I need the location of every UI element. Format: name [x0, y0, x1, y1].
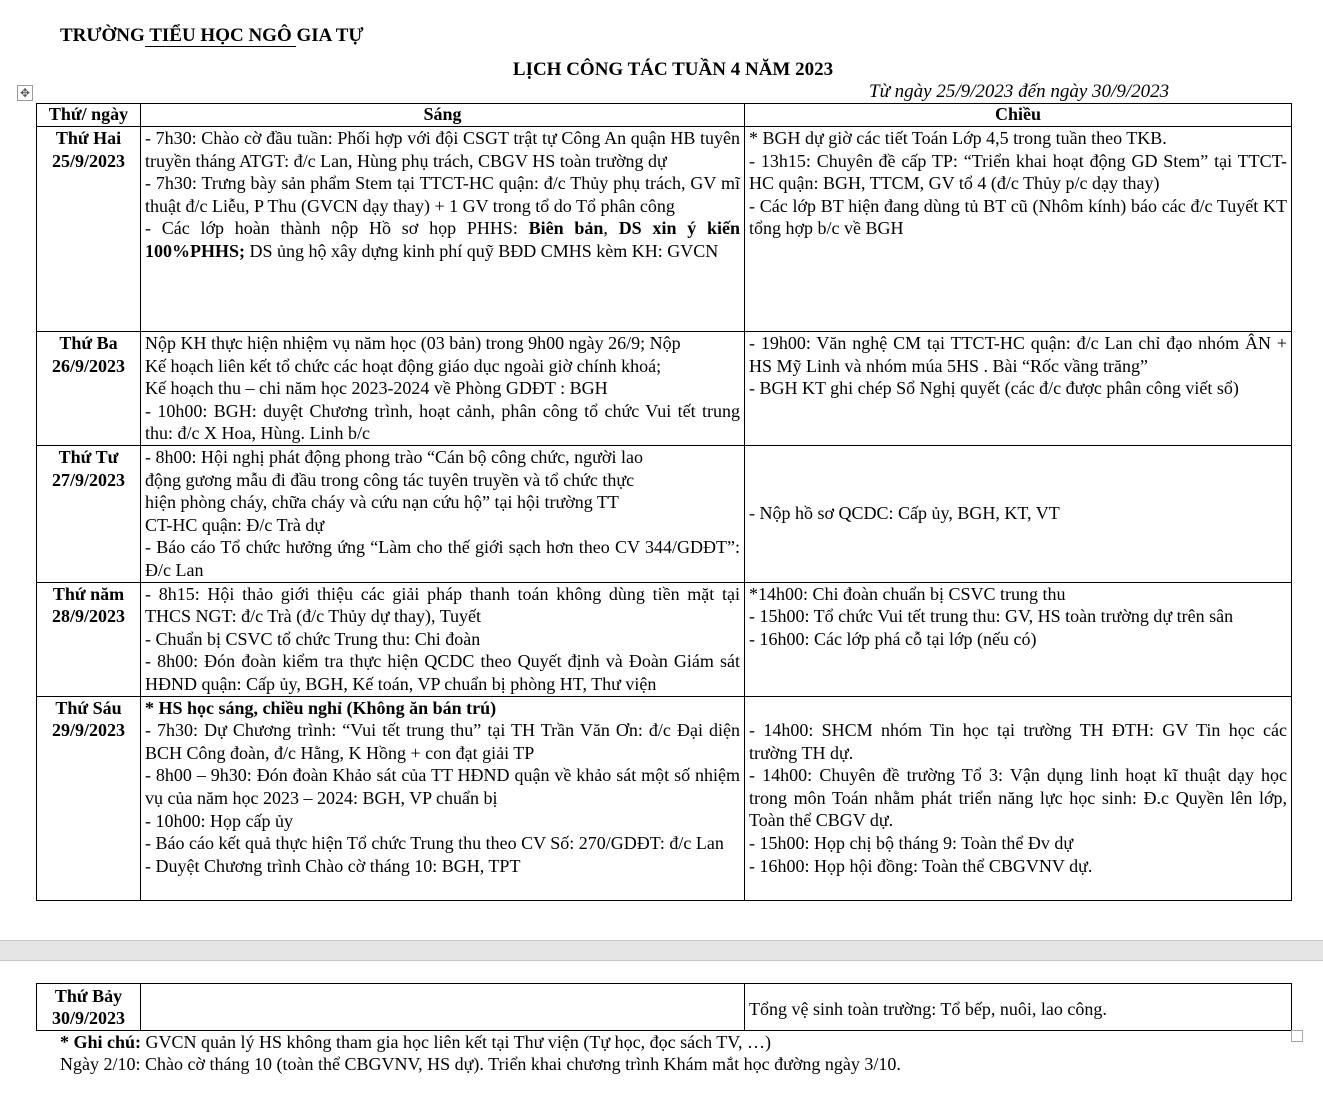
schedule-item: - 8h00 – 9h30: Đón đoàn Khảo sát của TT HĐND quận về khảo sát một số nhiệm vụ của năm học 2023 – 2024: BGH, VP chuẩn bị — [145, 765, 740, 808]
day-name: Thứ Bảy — [54, 986, 123, 1006]
afternoon-cell[interactable] — [745, 582, 1292, 696]
table-header-row — [37, 104, 1292, 127]
day-date: 25/9/2023 — [51, 150, 125, 171]
schedule-item: - Báo cáo kết quả thực hiện Tổ chức Trung thu theo CV Số: 270/GDĐT: đ/c Lan — [145, 833, 724, 854]
move-arrows-icon[interactable]: ✥ — [17, 85, 33, 101]
item-bold-text: DS xin ý kiến 100%PHHS; — [145, 218, 740, 261]
note-line-1 — [60, 1031, 771, 1053]
day-cell — [37, 582, 141, 696]
schedule-item: - 13h15: Chuyên đề cấp TP: “Triển khai hoạt động GD Stem” tại TTCT-HC quận: BGH, TTCM, GV tổ 4 (đ/c Thủy p/c dạy thay) — [749, 150, 1287, 194]
schedule-item: - 16h00: Các lớp phá cỗ tại lớp (nếu có) — [749, 628, 1037, 649]
schedule-item: CT-HC quận: Đ/c Trà dự — [145, 514, 325, 535]
morning-cell[interactable] — [141, 984, 745, 1031]
schedule-item: - BGH KT ghi chép Sổ Nghị quyết (các đ/c được phân công viết sổ) — [749, 378, 1239, 399]
schedule-item: - 10h00: BGH: duyệt Chương trình, hoạt cảnh, phân công tổ chức Vui tết trung thu: đ/c X Hoa, Hùng. Linh b/c — [145, 400, 740, 444]
day-date: 27/9/2023 — [51, 469, 125, 490]
morning-cell[interactable] — [141, 582, 745, 696]
column-header-day: Thứ/ ngày — [37, 104, 141, 127]
schedule-item: - Báo cáo Tổ chức hưởng ứng “Làm cho thế giới sạch hơn theo CV 344/GDĐT”: Đ/c Lan — [145, 537, 740, 580]
paragraph-end-marker-icon — [1291, 1030, 1303, 1042]
schedule-item: - 15h00: Họp chị bộ tháng 9: Toàn thể Đv dự — [749, 832, 1074, 853]
table-row — [37, 446, 1292, 583]
day-date: 26/9/2023 — [51, 355, 125, 376]
morning-cell[interactable] — [141, 332, 745, 446]
day-name: Thứ Tư — [58, 447, 119, 467]
afternoon-cell[interactable] — [745, 446, 1292, 583]
schedule-item: - 8h15: Hội thảo giới thiệu các giải pháp thanh toán không dùng tiền mặt tại THCS NGT: đ/c Trà (đ/c Thủy dự thay), Tuyết — [145, 583, 740, 627]
morning-cell[interactable] — [141, 127, 745, 332]
item-text: , — [603, 218, 619, 239]
schedule-item: - 7h30: Trưng bày sản phẩm Stem tại TTCT-HC quận: đ/c Thủy phụ trách, GV mĩ thuật đ/c Liễu, P Thu (GVCN dạy thay) + 1 GV trong tổ do Tổ phân công — [145, 173, 740, 216]
document-title: LỊCH CÔNG TÁC TUẦN 4 NĂM 2023 — [512, 59, 834, 80]
schedule-item: Nộp KH thực hiện nhiệm vụ năm học (03 bản) trong 9h00 ngày 26/9; Nộp — [145, 333, 681, 353]
day-cell — [37, 332, 141, 446]
schedule-item: - 8h00: Đón đoàn kiểm tra thực hiện QCDC theo Quyết định và Đoàn Giám sát HĐND quận: Cấp ủy, BGH, Kế toán, VP chuẩn bị phòng HT, Thư viện — [145, 651, 740, 694]
schedule-item: - 7h30: Dự Chương trình: “Vui tết trung thu” tại TH Trần Văn Ơn: đ/c Đại diện BCH Công đoàn, đ/c Hằng, K Hồng + con đạt giải TP — [145, 720, 740, 763]
school-suffix: GIA TỰ — [296, 25, 364, 46]
day-cell — [37, 127, 141, 332]
item-text: DS ủng hộ xây dựng kinh phí quỹ BĐD CMHS kèm KH: GVCN — [245, 240, 719, 261]
day-date: 28/9/2023 — [51, 606, 125, 627]
note-text: GVCN quản lý HS không tham gia học liên kết tại Thư viện (Tự học, đọc sách TV, …) — [141, 1032, 771, 1052]
column-header-morning: Sáng — [141, 104, 745, 127]
schedule-item: - 14h00: SHCM nhóm Tin học tại trường TH ĐTH: GV Tin học các trường TH dự. — [749, 719, 1287, 763]
schedule-item: - Chuẩn bị CSVC tổ chức Trung thu: Chi đoàn — [145, 628, 481, 649]
note-line-2: Ngày 2/10: Chào cờ tháng 10 (toàn thể CBGVNV, HS dự). Triển khai chương trình Khám mắt học đường ngày 3/10. — [60, 1054, 901, 1074]
item-bold-text: Biên bản — [528, 218, 604, 239]
afternoon-cell[interactable] — [745, 696, 1292, 900]
saturday-table — [36, 983, 1292, 1031]
schedule-item: - 8h00: Hội nghị phát động phong trào “Cán bộ công chức, người lao — [145, 447, 643, 467]
schedule-item — [145, 217, 740, 262]
schedule-table — [36, 103, 1292, 901]
afternoon-cell[interactable] — [745, 332, 1292, 446]
schedule-item: * BGH dự giờ các tiết Toán Lớp 4,5 trong tuần theo TKB. — [749, 128, 1167, 148]
school-prefix: TRƯỜNG — [60, 25, 145, 46]
column-header-afternoon: Chiều — [745, 104, 1292, 127]
table-row — [37, 984, 1292, 1031]
schedule-item: - 14h00: Chuyên đề trường Tổ 3: Vận dụng linh hoạt kĩ thuật dạy học trong môn Toán nhằm phát triển năng lực học sinh: Đ.c Quyền lên lớp, Toàn thể CBGV dự. — [749, 765, 1287, 831]
table-row — [37, 127, 1292, 332]
schedule-item-bold: * HS học sáng, chiều nghỉ (Không ăn bán trú) — [145, 697, 497, 718]
day-cell — [37, 446, 141, 583]
table-row — [37, 582, 1292, 696]
page-break-separator — [0, 940, 1323, 961]
schedule-item: - Các lớp BT hiện đang dùng tủ BT cũ (Nhôm kính) báo các đ/c Tuyết KT tổng hợp b/c về BGH — [749, 195, 1287, 239]
schedule-item: - 15h00: Tổ chức Vui tết trung thu: GV, HS toàn trường dự trên sân — [749, 606, 1234, 627]
item-text: - Các lớp hoàn thành nộp Hồ sơ họp PHHS: — [145, 218, 529, 239]
schedule-item: - 7h30: Chào cờ đầu tuần: Phối hợp với đội CSGT trật tự Công An quận HB tuyên truyền tháng ATGT: đ/c Lan, Hùng phụ trách, CBGV HS toàn trường dự — [145, 128, 740, 171]
schedule-item: *14h00: Chi đoàn chuẩn bị CSVC trung thu — [749, 583, 1066, 604]
table-row — [37, 332, 1292, 446]
schedule-item: Kế hoạch thu – chi năm học 2023-2024 về Phòng GDĐT : BGH — [145, 378, 608, 399]
schedule-item: - 19h00: Văn nghệ CM tại TTCT-HC quận: đ/c Lan chỉ đạo nhóm ÂN + HS Mỹ Linh và nhóm múa 5HS . Bài “Rốc vầng trăng” — [749, 333, 1287, 376]
schedule-item: Kế hoạch liên kết tổ chức các hoạt động giáo dục ngoài giờ chính khoá; — [145, 355, 662, 376]
afternoon-cell[interactable]: Tổng vệ sinh toàn trường: Tổ bếp, nuôi, lao công. — [745, 984, 1292, 1031]
afternoon-cell[interactable] — [745, 127, 1292, 332]
day-date: 29/9/2023 — [51, 720, 125, 741]
note-label: * Ghi chú: — [60, 1032, 142, 1052]
schedule-item: - 16h00: Họp hội đồng: Toàn thể CBGVNV dự. — [749, 855, 1093, 876]
day-cell — [37, 984, 141, 1031]
morning-cell[interactable] — [141, 696, 745, 900]
morning-cell[interactable] — [141, 446, 745, 583]
table-row — [37, 696, 1292, 900]
date-range: Từ ngày 25/9/2023 đến ngày 30/9/2023 — [869, 81, 1170, 102]
day-name: Thứ Hai — [55, 128, 122, 148]
schedule-item: động gương mẫu đi đầu trong công tác tuyên truyền và tổ chức thực — [145, 469, 635, 490]
day-name: Thứ Ba — [59, 333, 118, 353]
day-date: 30/9/2023 — [51, 1008, 125, 1028]
day-name: Thứ năm — [52, 583, 125, 604]
schedule-item: - 10h00: Họp cấp ủy — [145, 810, 293, 831]
schedule-item: hiện phòng cháy, chữa cháy và cứu nạn cứu hộ” tại hội trường TT — [145, 492, 619, 513]
schedule-item: - Nộp hồ sơ QCDC: Cấp ủy, BGH, KT, VT — [749, 503, 1060, 524]
school-name-underlined: TIỂU HỌC NGÔ — [144, 25, 297, 46]
day-name: Thứ Sáu — [55, 697, 122, 718]
day-cell — [37, 696, 141, 900]
schedule-item: - Duyệt Chương trình Chào cờ tháng 10: BGH, TPT — [145, 855, 521, 876]
school-name — [60, 25, 364, 47]
